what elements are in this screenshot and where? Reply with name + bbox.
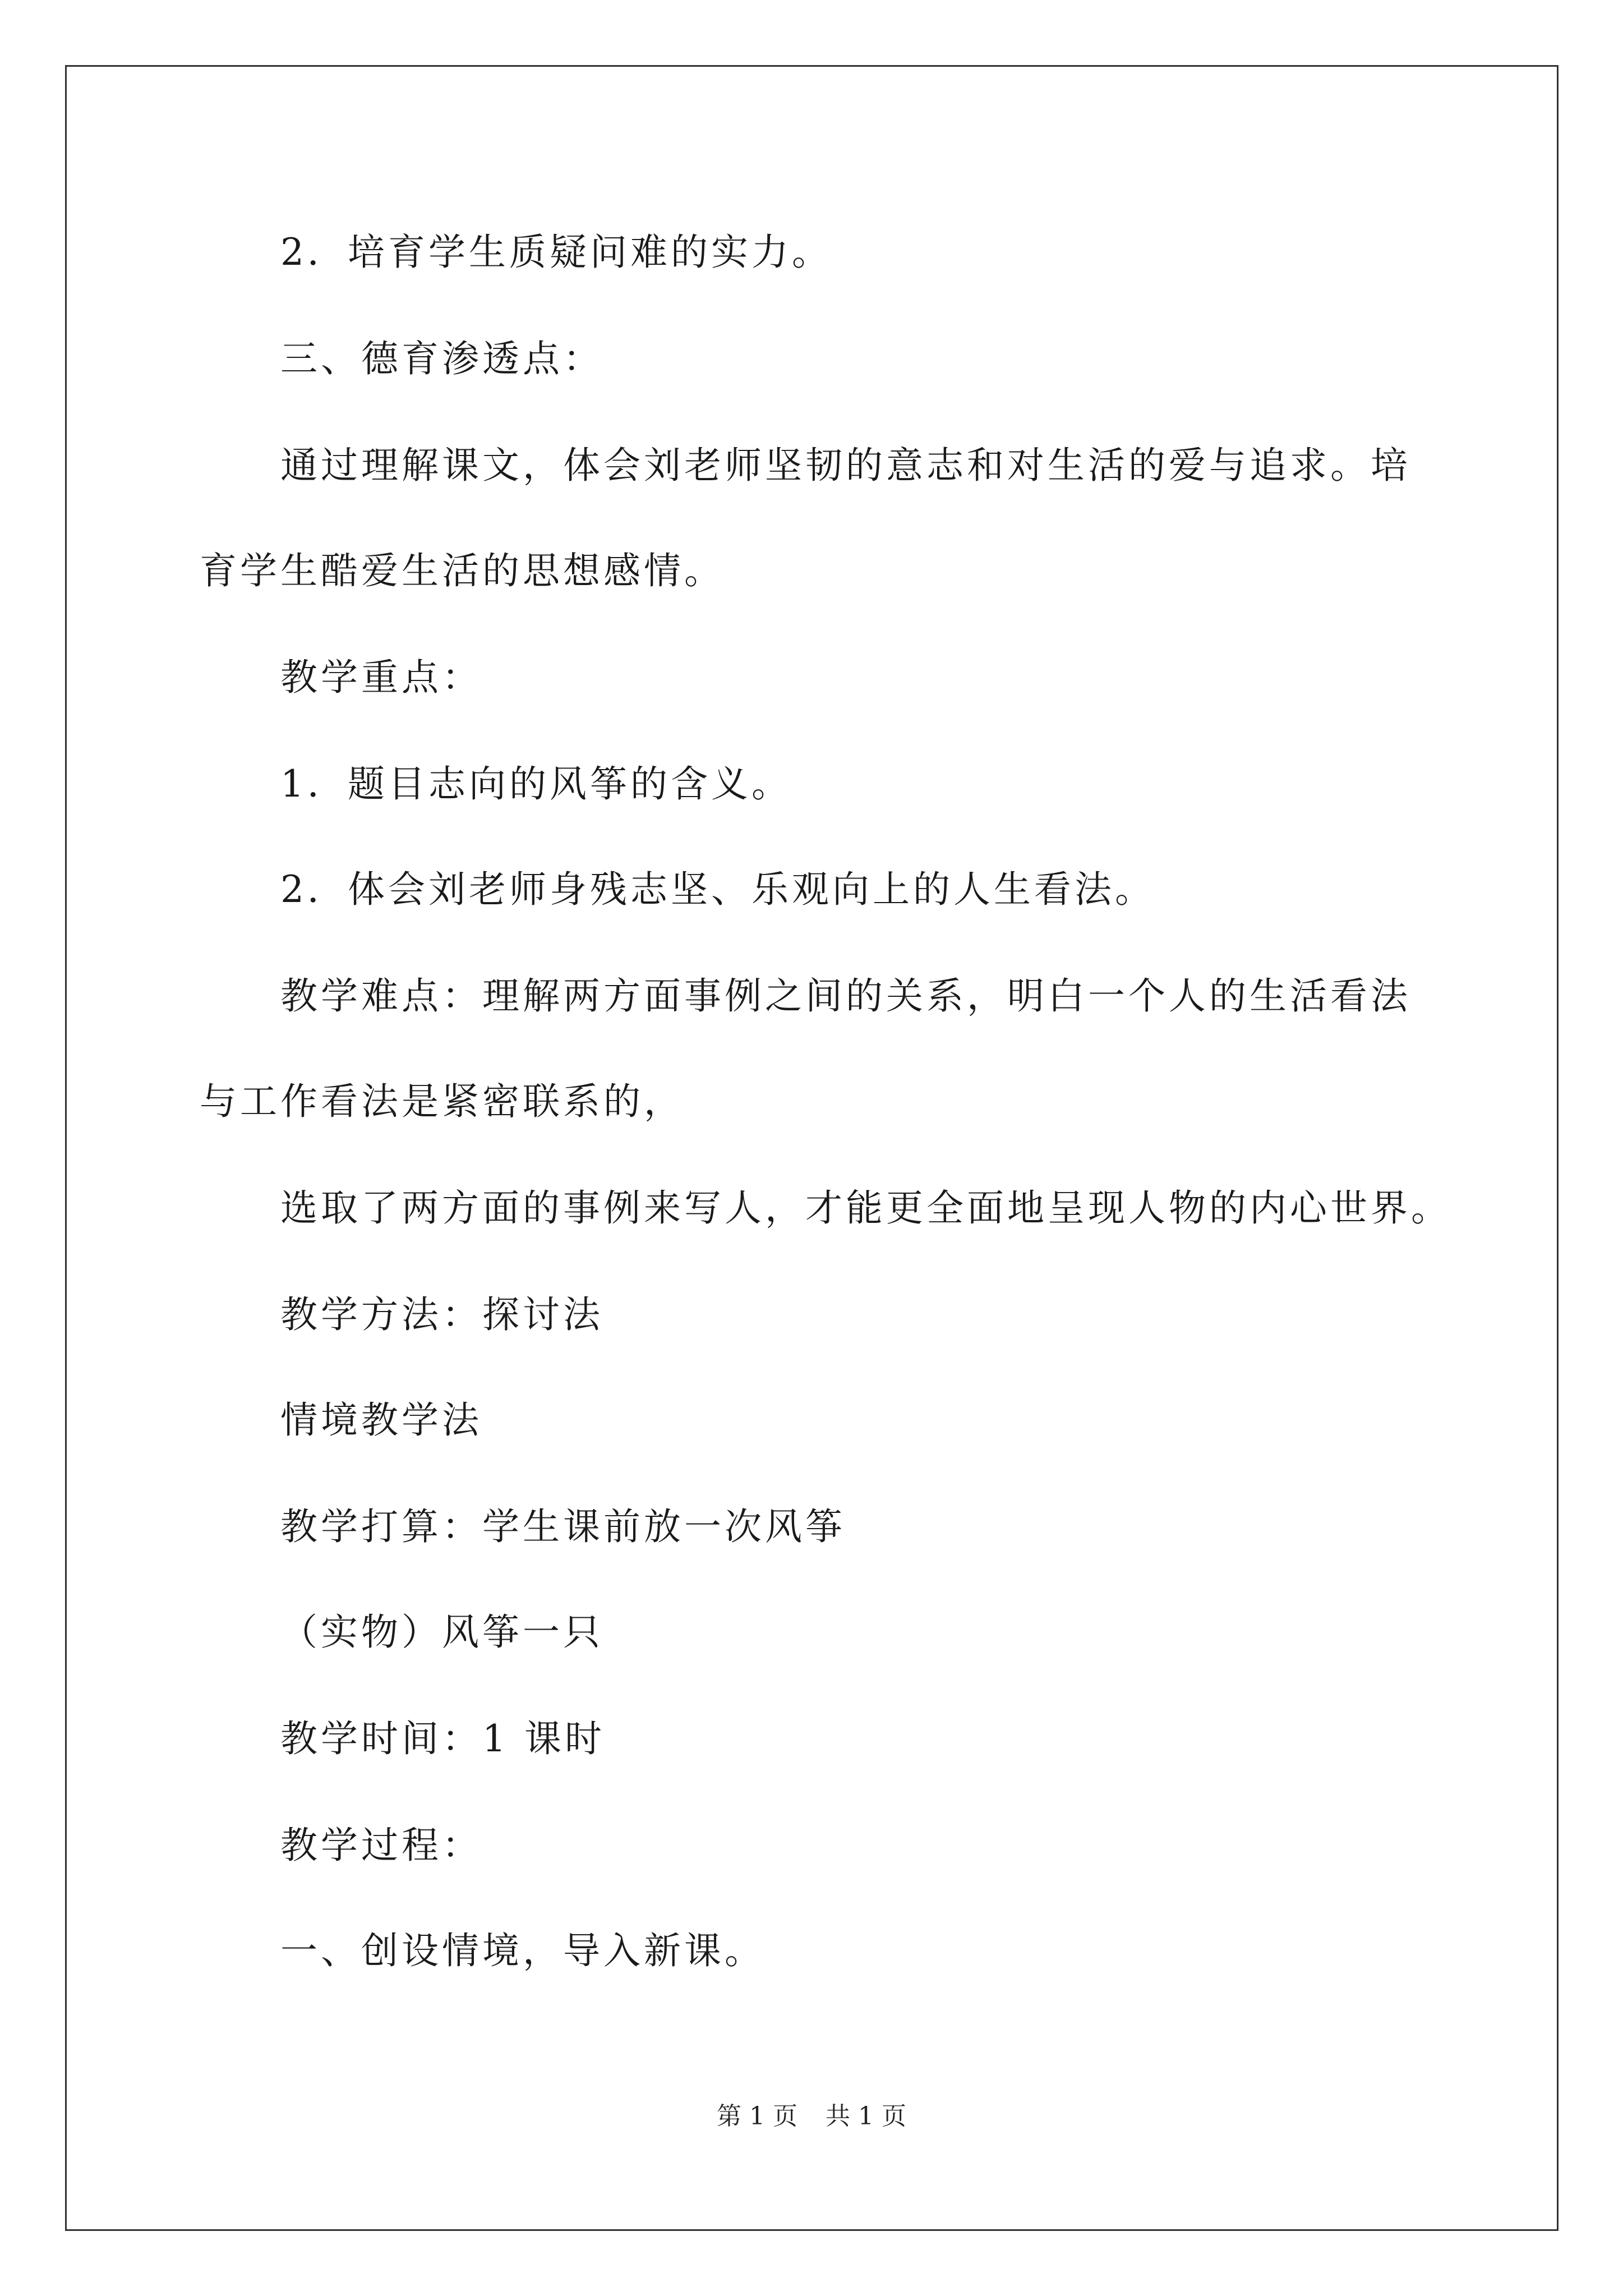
page-footer xyxy=(0,2101,1623,2132)
text-line: 与工作看法是紧密联系的， xyxy=(200,1080,684,1123)
text-line: 1．题目志向的风筝的含义。 xyxy=(280,762,792,806)
text-line: 育学生酷爱生活的思想感情。 xyxy=(200,549,725,592)
text-line: （实物）风筝一只 xyxy=(280,1611,603,1654)
page-number-total: 共 1 页 xyxy=(826,2102,906,2131)
text-line: 教学重点： xyxy=(280,656,482,699)
text-line: 2．培育学生质疑问难的实力。 xyxy=(280,231,832,274)
text-line: 选取了两方面的事例来写人，才能更全面地呈现人物的内心世界。 xyxy=(280,1186,1451,1230)
text-line: 三、德育渗透点： xyxy=(280,337,603,380)
text-line: 教学打算：学生课前放一次风筝 xyxy=(280,1505,846,1548)
text-line: 一、创设情境，导入新课。 xyxy=(280,1929,765,1972)
page-number-current: 第 1 页 xyxy=(717,2102,797,2131)
text-line: 情境教学法 xyxy=(280,1398,482,1442)
text-line: 教学过程： xyxy=(280,1824,482,1867)
text-line: 通过理解课文，体会刘老师坚韧的意志和对生活的爱与追求。培 xyxy=(280,444,1411,487)
text-line: 2．体会刘老师身残志坚、乐观向上的人生看法。 xyxy=(280,868,1155,911)
text-line: 教学难点：理解两方面事例之间的关系，明白一个人的生活看法 xyxy=(280,974,1411,1018)
text-line: 教学方法：探讨法 xyxy=(280,1293,603,1336)
text-line: 教学时间：1 课时 xyxy=(280,1717,605,1760)
